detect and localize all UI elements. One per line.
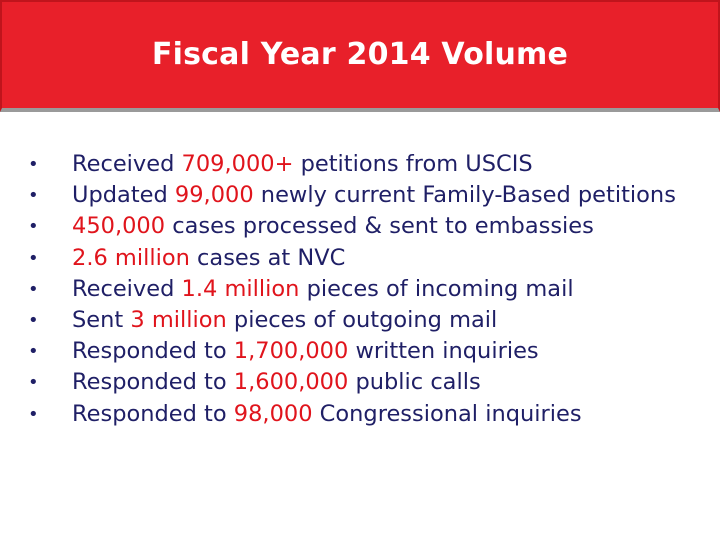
item-text-after: Congressional inquiries bbox=[312, 400, 582, 427]
item-highlight-value: 709,000+ bbox=[181, 151, 294, 177]
bullet-item bbox=[28, 182, 708, 210]
bullet-item bbox=[28, 245, 708, 273]
item-text-after: cases at NVC bbox=[189, 244, 346, 271]
bullet-icon: • bbox=[28, 216, 39, 238]
bullet-icon: • bbox=[28, 185, 39, 207]
bullet-icon: • bbox=[28, 247, 39, 269]
bullet-icon: • bbox=[28, 372, 39, 394]
item-text-after: newly current Family-Based petitions bbox=[253, 182, 676, 209]
item-text-after: written inquiries bbox=[348, 338, 539, 365]
bullet-icon: • bbox=[28, 309, 39, 331]
item-highlight-value: 98,000 bbox=[233, 400, 313, 427]
item-text-after: public calls bbox=[348, 369, 481, 396]
item-text-before: Responded to bbox=[72, 338, 234, 365]
item-text-after: cases processed & sent to embassies bbox=[165, 213, 594, 240]
item-text-before: Responded to bbox=[72, 400, 234, 427]
item-text-before: Received bbox=[72, 151, 182, 177]
bullet-item bbox=[28, 213, 708, 241]
bullet-icon: • bbox=[28, 403, 39, 425]
item-highlight-value: 99,000 bbox=[174, 182, 254, 209]
item-text-before: Responded to bbox=[72, 369, 234, 396]
item-highlight-value: 450,000 bbox=[72, 213, 166, 240]
item-text-before: Received bbox=[72, 275, 182, 302]
item-highlight-value: 1.4 million bbox=[181, 275, 300, 302]
item-text-before: Sent bbox=[72, 306, 131, 333]
item-text-after: pieces of outgoing mail bbox=[226, 306, 498, 333]
item-highlight-value: 3 million bbox=[130, 306, 227, 333]
slide-title: Fiscal Year 2014 Volume bbox=[151, 36, 569, 72]
item-highlight-value: 1,700,000 bbox=[233, 338, 349, 365]
bullet-icon: • bbox=[28, 154, 39, 175]
item-highlight-value: 2.6 million bbox=[72, 244, 190, 271]
bullet-list bbox=[28, 151, 708, 432]
bullet-item bbox=[28, 401, 708, 429]
bullet-item bbox=[28, 276, 708, 304]
bullet-item bbox=[28, 338, 708, 366]
bullet-icon: • bbox=[28, 278, 39, 300]
title-banner bbox=[0, 0, 720, 112]
bullet-item bbox=[28, 151, 708, 179]
bullet-item bbox=[28, 307, 708, 335]
item-text-after: petitions from USCIS bbox=[293, 151, 533, 177]
item-text-after: pieces of incoming mail bbox=[299, 275, 574, 302]
item-highlight-value: 1,600,000 bbox=[233, 369, 349, 396]
item-text-before: Updated bbox=[72, 182, 175, 209]
bullet-item bbox=[28, 369, 708, 397]
bullet-icon: • bbox=[28, 341, 39, 363]
